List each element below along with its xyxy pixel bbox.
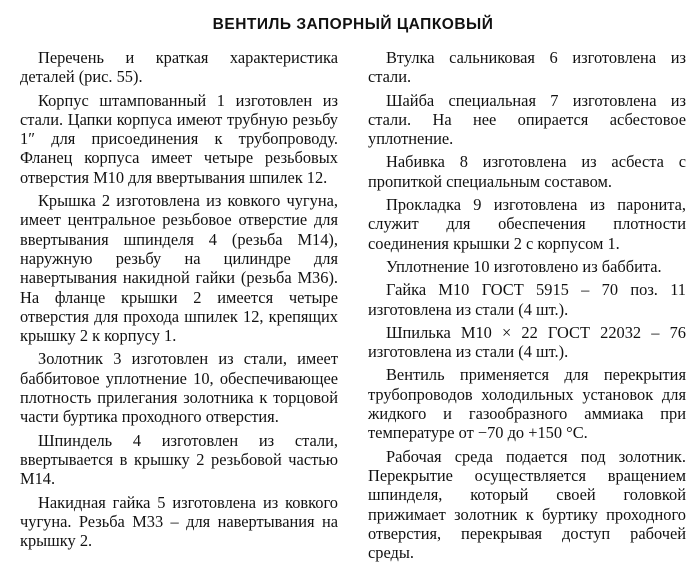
paragraph-seal: Уплотнение 10 изготовлено из баббита. [386,256,662,276]
left-column [20,48,338,566]
paragraph-nut-m10: Гайка М10 ГОСТ 5915 – 70 поз. 11 изготовлена из стали (4 шт.). [368,280,686,319]
paragraph-spindle: Шпиндель 4 изготовлен из стали, ввертывается в крышку 2 резьбовой частью М14. [20,430,338,489]
paragraph-operation: Рабочая среда подается под золотник. Перекрытие осуществляется вращением шпинделя, который своей головкой прижимает золотник к буртику проходного отверстия, перекрывая доступ рабочей среды. [368,446,686,563]
paragraph-union-nut: Накидная гайка 5 изготовлена из ковкого чугуна. Резьба М33 – для навертывания на крышку 2. [20,492,338,551]
paragraph-usage: Вентиль применяется для перекрытия трубопроводов холодильных установок для жидкого и газообразного аммиака при температуре от −70 до +150 °С. [368,365,686,443]
paragraph-cover: Крышка 2 изготовлена из ковкого чугуна, имеет центральное резьбовое отверстие для ввертывания шпинделя 4 (резьба М14), наружную резьбу на цилиндре для навертывания накидной гайки (резьба М36). На фланце крышки 2 имеется четыре отверстия для прохода шпилек 12, крепящих крышку 2 к корпусу 1. [20,191,338,346]
document-title: ВЕНТИЛЬ ЗАПОРНЫЙ ЦАПКОВЫЙ [212,16,494,33]
paragraph-gasket: Прокладка 9 изготовлена из паронита, служит для обеспечения плотности соединения крышки 2 с корпусом 1. [368,195,686,253]
right-column [368,48,686,566]
text-columns [20,48,686,566]
paragraph-valve-disc: Золотник 3 изготовлен из стали, имеет баббитовое уплотнение 10, обеспечивающее плотность прилегания золотника к торцовой части буртика проходного отверстия. [20,349,338,427]
paragraph-stud-m10: Шпилька М10 × 22 ГОСТ 22032 – 76 изготовлена из стали (4 шт.). [368,322,686,362]
paragraph-parts-list-intro: Перечень и краткая характеристика деталей (рис. 55). [20,48,338,87]
paragraph-packing: Набивка 8 изготовлена из асбеста с пропиткой специальным составом. [368,152,686,191]
paragraph-special-washer: Шайба специальная 7 изготовлена из стали. На нее опирается асбестовое уплотнение. [368,90,686,149]
paragraph-body: Корпус штампованный 1 изготовлен из стали. Цапки корпуса имеют трубную резьбу 1″ для присоединения к трубопроводу. Фланец корпуса имеет четыре резьбовых отверстия М10 для ввертывания шпилек 12. [20,90,338,187]
paragraph-gland-bushing: Втулка сальниковая 6 изготовлена из стали. [368,48,686,87]
